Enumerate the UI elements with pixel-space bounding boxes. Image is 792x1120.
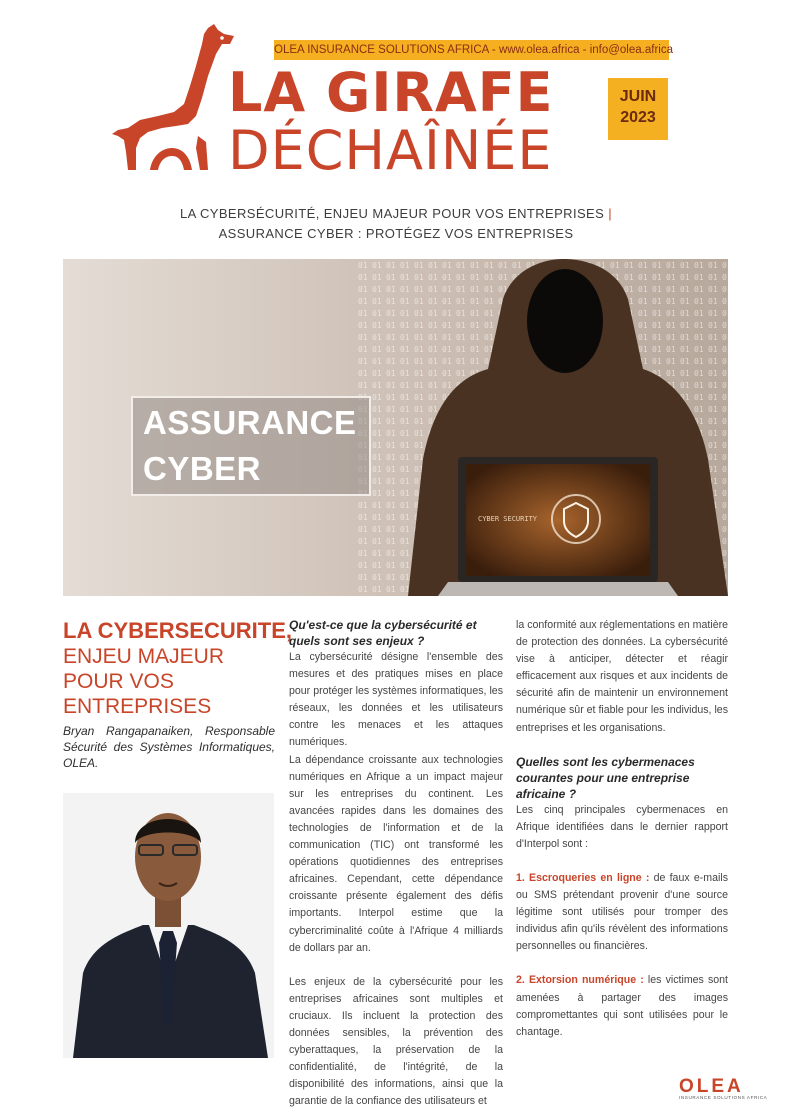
issue-year: 2023 (620, 109, 656, 126)
paragraph-compliance: la conformité aux réglementations en matière de protection des données. La cybersécurité vise à anticiper, détecter et réagir efficacement aux risques et aux incidents de sécurité afin de maintenir un environnement numérique sûr et fiable pour les individus, les entreprises et les organisations. (516, 619, 728, 734)
article-column-2 (289, 617, 503, 1110)
hero-tag-line2: CYBER (143, 450, 262, 487)
newsletter-title-line2: DÉCHAÎNÉE (228, 119, 553, 182)
paragraph-stakes: Les enjeux de la cybersécurité pour les entreprises africaines sont multiples et cruciaux. Ils incluent la protection des données sensibles, la prévention des cyberattaques, la préservation de la confidentialité, de l'intégrité, de la disponibilité des informations, ainsi que la garantie de la confiance des utilisateurs et (289, 975, 503, 1108)
subheadline-separator: | (608, 206, 612, 221)
author-photo (63, 793, 274, 1058)
header-contact-band: OLEA INSURANCE SOLUTIONS AFRICA - www.olea.africa - info@olea.africa (274, 40, 669, 60)
newsletter-title-line1: LA GIRAFE (228, 61, 554, 124)
list-item-extortion-text: les victimes sont amenées à partager des images compromettantes qui sont utilisées pour le chantage. (516, 974, 728, 1038)
list-item-scams-label: 1. Escroqueries en ligne : (516, 871, 650, 884)
subheadline-1 (0, 206, 792, 221)
subheadline-1-text: LA CYBERSÉCURITÉ, ENJEU MAJEUR POUR VOS ENTREPRISES (179, 206, 605, 221)
list-item-extortion (516, 972, 728, 1040)
paragraph-dependence: La dépendance croissante aux technologies numériques en Afrique a un impact majeur sur les entreprises du continent. Les avancées rapides dans les domaines des technologies de l'information et de la communication (TIC) ont transformé les opérations quotidiennes des entreprises africaines. Cependant, cette dépendance croissante présente également des défis importants. Interpol estime que la cybercriminalité coûte à l'Afrique 4 milliards de dollars par an. (289, 753, 503, 954)
article-column-3 (516, 617, 728, 1041)
section-heading-threats: Quelles sont les cybermenaces courantes pour une entreprise africaine ? (516, 754, 695, 801)
footer-olea-logo (679, 1076, 768, 1100)
subheadline-2: ASSURANCE CYBER : PROTÉGEZ VOS ENTREPRISES (218, 226, 574, 241)
footer-logo-subtext: INSURANCE SOLUTIONS AFRICA (679, 1095, 768, 1100)
paragraph-definition: La cybersécurité désigne l'ensemble des mesures et des pratiques mises en place pour protéger les systèmes informatiques, les réseaux, les données et les utilisateurs contre les menaces et les attaques numériques. (289, 651, 503, 749)
hero-tag-line1: ASSURANCE (143, 404, 357, 441)
section-heading-what-is: Qu'est-ce que la cybersécurité et quels sont ses enjeux ? (289, 618, 477, 648)
footer-logo-text: OLEA (679, 1076, 744, 1097)
article-title-rest: ENJEU MAJEUR POUR VOS ENTREPRISES (63, 645, 225, 718)
issue-month: JUIN (619, 88, 657, 105)
list-item-scams-text: de faux e-mails ou SMS prétendant provenir d'une source légitime sont utilisés pour tromper des individus afin qu'ils révèlent des informations personnelles ou financières. (516, 871, 728, 953)
article-title-bold: LA CYBERSECURITE, (63, 618, 292, 643)
issue-date-badge (608, 78, 668, 140)
list-item-scams (516, 870, 728, 955)
laptop-screen-text: CYBER SECURITY (478, 515, 538, 523)
list-item-extortion-label: 2. Extorsion numérique : (516, 974, 644, 987)
article-author: Bryan Rangapanaiken, Responsable Sécurité des Systèmes Informatiques, OLEA. (63, 724, 275, 770)
author-portrait (63, 793, 274, 1058)
paragraph-threats-intro: Les cinq principales cybermenaces en Afrique identifiées dans le dernier rapport d'Interpol sont : (516, 803, 728, 850)
